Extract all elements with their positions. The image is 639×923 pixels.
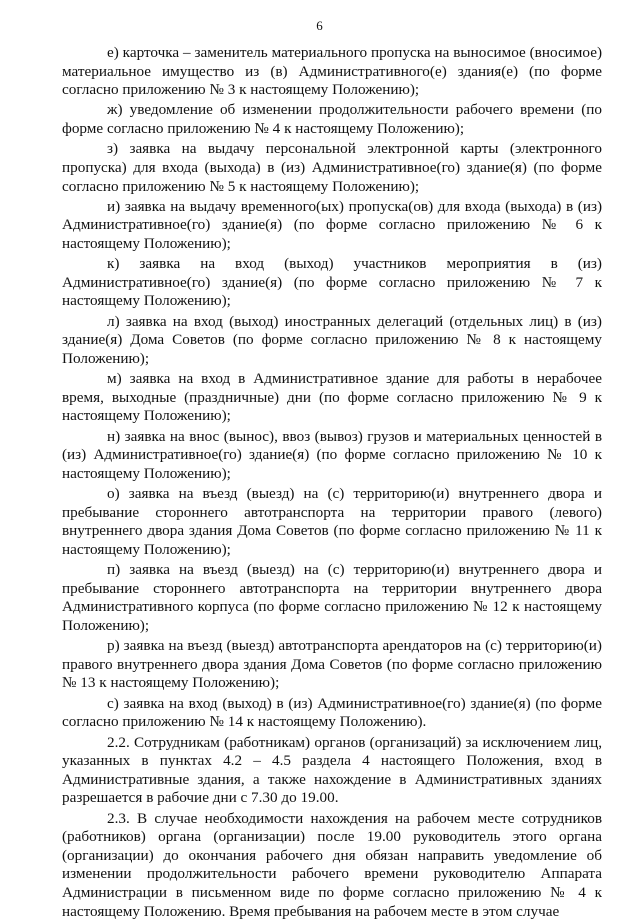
document-body: [62, 44, 602, 923]
paragraph-n: н) заявка на внос (вынос), ввоз (вывоз) грузов и материальных ценностей в (из) Административное(го) здание(я) (по форме согласно приложению № 10 к настоящему Положению);: [62, 427, 602, 482]
paragraph-s: с) заявка на вход (выход) в (из) Административное(го) здание(я) (по форме согласно приложению № 14 к настоящему Положению).: [62, 694, 602, 731]
paragraph-zh: ж) уведомление об изменении продолжительности рабочего времени (по форме согласно приложению № 4 к настоящему Положению);: [62, 101, 602, 138]
paragraph-l: л) заявка на вход (выход) иностранных делегаций (отдельных лиц) в (из) здание(я) Дома Советов (по форме согласно приложению № 8 к настоящему Положению);: [62, 312, 602, 367]
paragraph-m: м) заявка на вход в Административное здание для работы в нерабочее время, выходные (праздничные) дни (по форме согласно приложению № 9 к настоящему Положению);: [62, 370, 602, 425]
paragraph-e: е) карточка – заменитель материального пропуска на выносимое (вносимое) материальное имущество из (в) Административного(е) здания(е) (по форме согласно приложению № 3 к настоящему Положению);: [62, 44, 602, 99]
paragraph-r: р) заявка на въезд (выезд) автотранспорта арендаторов на (с) территорию(и) правого внутреннего двора здания Дома Советов (по форме согласно приложению № 13 к настоящему Положению);: [62, 637, 602, 692]
paragraph-z: з) заявка на выдачу персональной электронной карты (электронного пропуска) для входа (выхода) в (из) Административное(го) здание(я) (по форме согласно приложению № 5 к настоящему Положению);: [62, 140, 602, 195]
paragraph-k: к) заявка на вход (выход) участников мероприятия в (из) Административное(го) здание(я) (по форме согласно приложению № 7 к настоящему Положению);: [62, 255, 602, 310]
paragraph-o: о) заявка на въезд (выезд) на (с) территорию(и) внутреннего двора и пребывание стороннего автотранспорта на территории правого (левого) внутреннего двора здания Дома Советов (по форме согласно приложению № 11 к настоящему Положению);: [62, 485, 602, 558]
page-number: 6: [316, 18, 323, 33]
paragraph-p: п) заявка на въезд (выезд) на (с) территорию(и) внутреннего двора и пребывание стороннего автотранспорта на территории внутреннего двора Административного корпуса (по форме согласно приложению № 12 к настоящему Положению);: [62, 561, 602, 634]
paragraph-2-2: 2.2. Сотрудникам (работникам) органов (организаций) за исключением лиц, указанных в пунктах 4.2 – 4.5 раздела 4 настоящего Положения, вход в Административные здания, а также нахождение в Административных зданиях разрешается в рабочие дни с 7.30 до 19.00.: [62, 733, 602, 807]
paragraph-2-3: 2.3. В случае необходимости нахождения на рабочем месте сотрудников (работников) органа (организации) после 19.00 руководитель этого органа (организации) до окончания рабочего дня обязан направить уведомление об изменении продолжительности рабочего времени руководителю Аппарата Администрации в письменном виде по форме согласно приложению № 4 к настоящему Положению. Время пребывания на рабочем месте в этом случае: [62, 809, 602, 920]
paragraph-i: и) заявка на выдачу временного(ых) пропуска(ов) для входа (выхода) в (из) Административное(го) здание(я) (по форме согласно приложению № 6 к настоящему Положению);: [62, 197, 602, 252]
